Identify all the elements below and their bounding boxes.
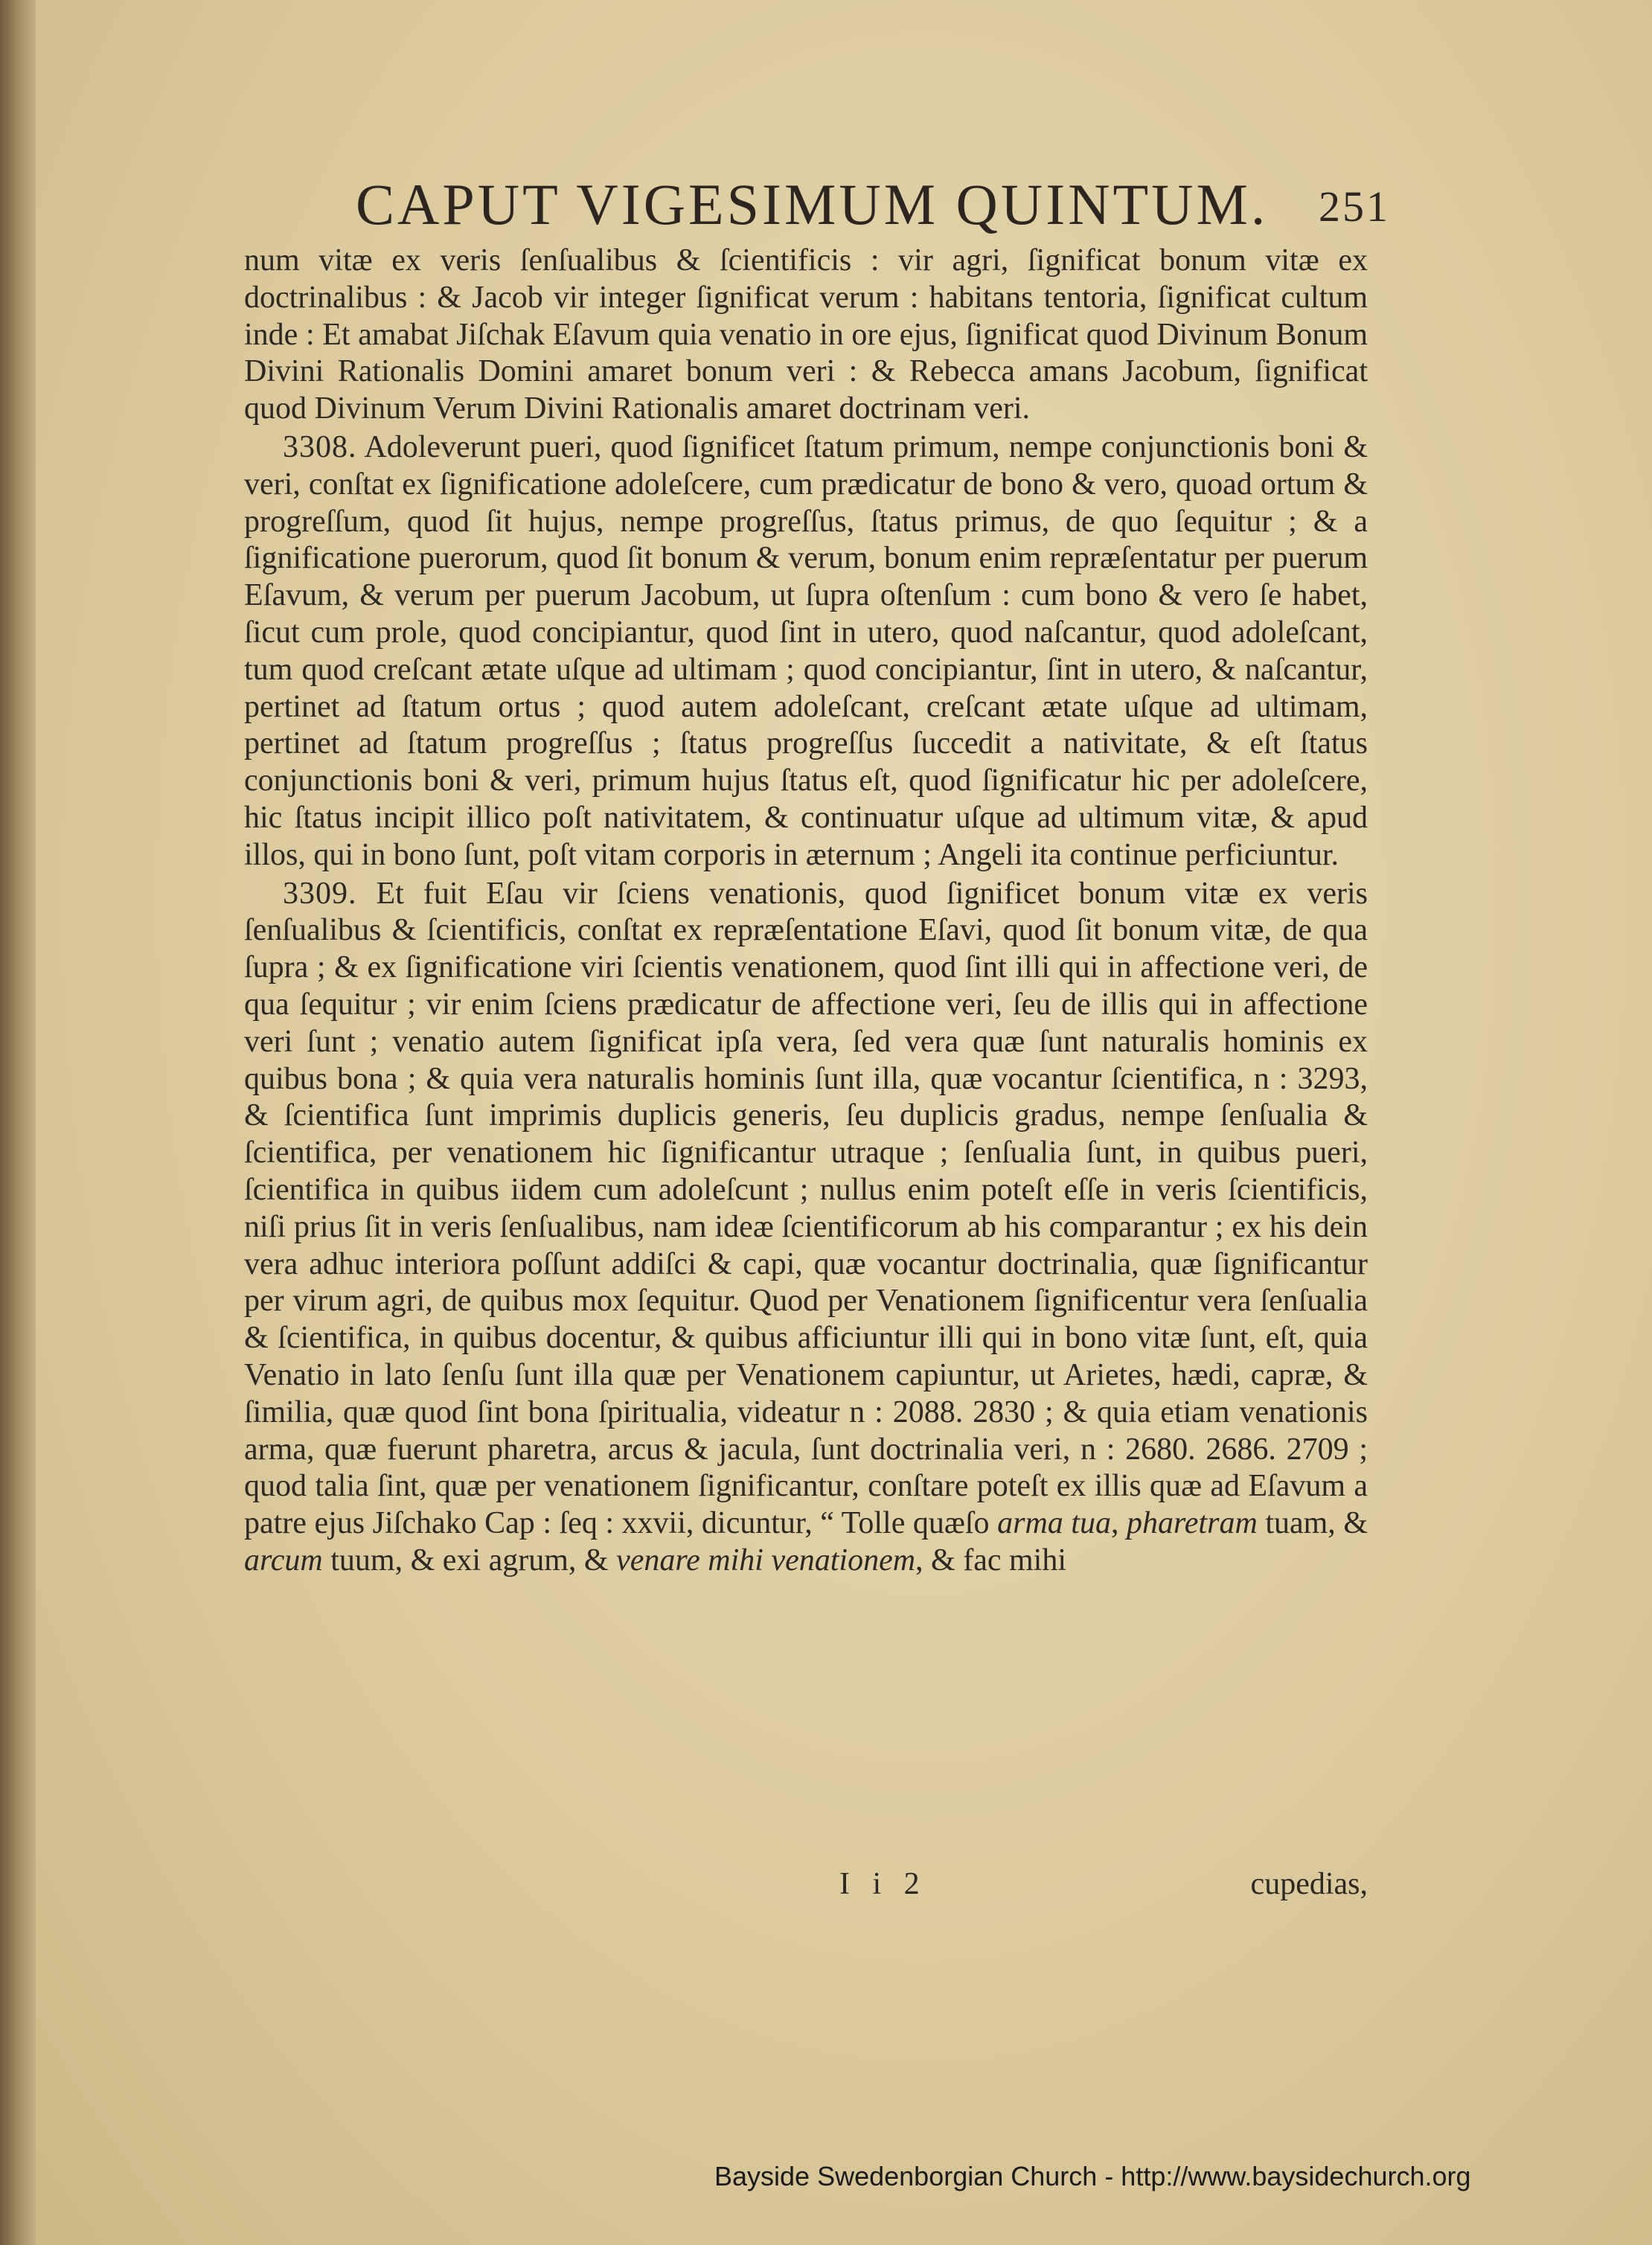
paragraph-3308 [244,429,1368,874]
quote-italic: venare mihi venationem [616,1543,916,1578]
catchword: cupedias, [1250,1867,1368,1901]
page-number: 251 [1319,182,1390,231]
paragraph-3309 [244,876,1368,1580]
page-header [326,158,1398,240]
book-gutter [0,0,36,2245]
paragraph-number: 3309. [283,876,357,911]
quote-text: tuam, & [1265,1506,1368,1541]
signature-mark: I i 2 [839,1867,927,1901]
page-footer [244,1866,1368,1906]
quote-italic: arma tua [997,1506,1111,1541]
paragraph-text: Adoleverunt pueri, quod ſignificet ſtatum primum, nempe conjunctionis boni & veri, conſtat ex ſignificatione adoleſcere, cum prædicatur de bono & vero, quoad ortum & progreſſum, quod ſit hujus, nempe progreſſus, ſtatus primus, de quo ſequitur ; & a ſignificatione puerorum, quod ſit bonum & verum, bonum enim repræſentatur per puerum Eſavum, & verum per puerum Jacobum, ut ſupra oſtenſum : cum bono & vero ſe habet, ſicut cum prole, quod concipiantur, quod ſint in utero, quod naſcantur, quod adoleſcant, tum quod creſcant ætate uſque ad ultimam ; quod concipiantur, ſint in utero, & naſcantur, pertinet ad ſtatum ortus ; quod autem adoleſcant, creſcant ætate uſque ad ultimam, pertinet ad ſtatum progreſſus ; ſtatus progreſſus ſuccedit a nativitate, & eſt ſtatus conjunctionis boni & veri, primum hujus ſtatus eſt, quod ſignificatur hic per adoleſcere, hic ſtatus incipit illico poſt nativitatem, & continuatur uſque ad ultimum vitæ, & apud illos, qui in bono ſunt, poſt vitam corporis in æternum ; Angeli ita continue perficiuntur. [244,429,1368,872]
quote-italic: pharetram [1127,1506,1258,1541]
quote-text: tuum, & exi agrum, & [330,1543,609,1578]
continued-paragraph: num vitæ ex veris ſenſualibus & ſcientificis : vir agri, ſignificat bonum vitæ ex doctrinalibus : & Jacob vir integer ſignificat verum : habitans tentoria, ſignificat cultum inde : Et amabat Jiſchak Eſavum quia venatio in ore ejus, ſignificat quod Divinum Bonum Divini Rationalis Domini amaret bonum veri : & Rebecca amans Jacobum, ſignificat quod Divinum Verum Divini Rationalis amaret doctrinam veri. [244,243,1368,426]
quote-separator: , [1110,1506,1119,1541]
page-body [244,243,1368,1580]
paragraph-text: Et fuit Eſau vir ſciens venationis, quod ſignificet bonum vitæ ex veris ſenſualibus & ſcientificis, conſtat ex repræſentatione Eſavi, quod ſit bonum vitæ, de qua ſupra ; & ex ſignificatione viri ſcientis venationem, quod ſint illi qui in affectione veri, de qua ſequitur ; vir enim ſciens prædicatur de affectione veri, ſeu de illis qui in affectione veri ſunt ; venatio autem ſignificat ipſa vera, ſed vera quæ ſunt naturalis hominis ex quibus bona ; & quia vera naturalis hominis ſunt illa, quæ vocantur ſcientifica, n : 3293, & ſcientifica ſunt imprimis duplicis generis, ſeu duplicis gradus, nempe ſenſualia & ſcientifica, per venationem hic ſignificantur utraque ; ſenſualia ſunt, in quibus pueri, ſcientifica in quibus iidem cum adoleſcunt ; nullus enim poteſt eſſe in veris ſcientificis, niſi prius ſit in veris ſenſualibus, nam ideæ ſcientificorum ab his comparantur ; ex his dein vera adhuc interiora poſſunt addiſci & capi, quæ vocantur doctrinalia, quæ ſignificantur per virum agri, de quibus mox ſequitur. Quod per Venationem ſignificentur vera ſenſualia & ſcientifica, in quibus docentur, & quibus afficiuntur illi qui in bono vitæ ſunt, eſt, quia Venatio in lato ſenſu ſunt illa quæ per Venationem capiuntur, ut Arietes, hædi, capræ, & ſimilia, quæ quod ſint bona ſpiritualia, videatur n : 2088. 2830 ; & quia etiam venationis arma, quæ fuerunt pharetra, arcus & jacula, ſunt doctrinalia veri, n : 2680. 2686. 2709 ; quod talia ſint, quæ per venationem ſignificantur, conſtare poteſt ex illis quæ ad Eſavum a patre ejus Jiſchako Cap : ſeq : xxvii, dicuntur, [244,876,1368,1541]
quote-text: , & fac mihi [915,1543,1066,1578]
book-page [36,0,1652,2245]
quote-italic: arcum [244,1543,323,1578]
quote-open: “ Tolle quæſo [820,1506,990,1541]
running-title: CAPUT VIGESIMUM QUINTUM. [356,172,1269,237]
source-watermark: Bayside Swedenborgian Church - http://www.baysidechurch.org [714,2161,1471,2191]
paragraph-number: 3308. [283,429,357,464]
